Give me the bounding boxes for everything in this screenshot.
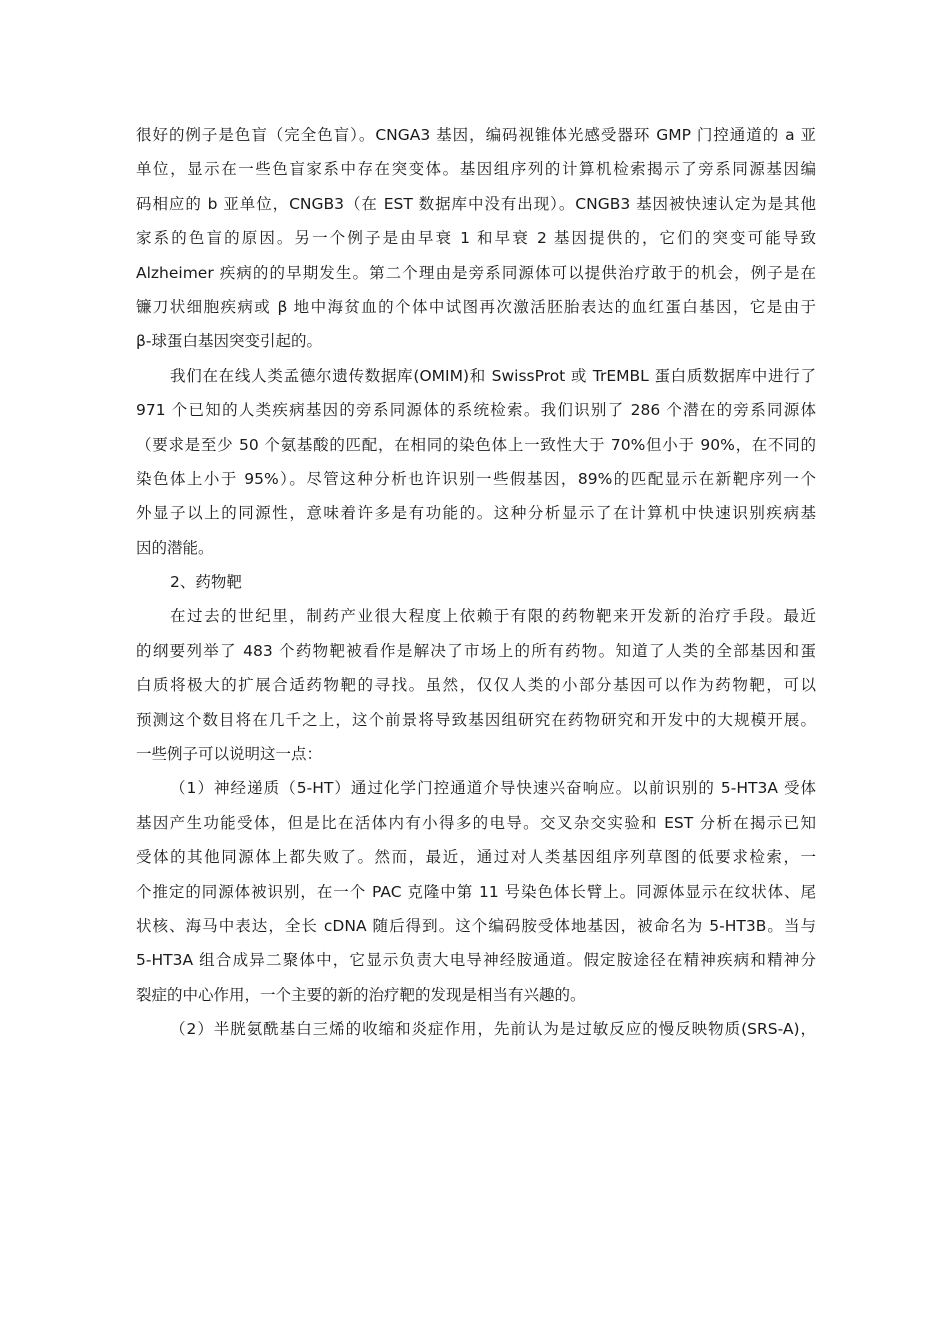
text-line: 外显子以上的同源性，意味着许多是有功能的。这种分析显示了在计算机中快速识别疾病基 xyxy=(136,504,816,523)
text-line: 染色体上小于 95%）。尽管这种分析也许识别一些假基因，89%的匹配显示在新靶序列一个 xyxy=(136,469,816,488)
text-line: 家系的色盲的原因。另一个例子是由早衰 1 和早衰 2 基因提供的，它们的突变可能导致 xyxy=(136,229,816,248)
text-line: 2、药物靶 xyxy=(170,573,242,592)
text-line: β-球蛋白基因突变引起的。 xyxy=(136,332,322,351)
text-line: 镰刀状细胞疾病或 β 地中海贫血的个体中试图再次激活胚胎表达的血红蛋白基因，它是由于 xyxy=(136,297,816,316)
text-line: 单位，显示在一些色盲家系中存在突变体。基因组序列的计算机检索揭示了旁系同源基因编 xyxy=(136,160,816,179)
text-line: 码相应的 b 亚单位，CNGB3（在 EST 数据库中没有出现）。CNGB3 基因被快速认定为是其他 xyxy=(136,194,816,213)
text-line: 预测这个数目将在几千之上，这个前景将导致基因组研究在药物研究和开发中的大规模开展。 xyxy=(136,710,816,729)
text-line: 基因产生功能受体，但是比在活体内有小得多的电导。交叉杂交实验和 EST 分析在揭示已知 xyxy=(136,813,816,832)
text-line: 的纲要列举了 483 个药物靶被看作是解决了市场上的所有药物。知道了人类的全部基因和蛋 xyxy=(136,641,816,660)
text-line: 状核、海马中表达，全长 cDNA 随后得到。这个编码胺受体地基因，被命名为 5-HT3B。当与 xyxy=(136,916,816,935)
text-line: 因的潜能。 xyxy=(136,538,214,557)
document-body xyxy=(136,118,816,1047)
text-line: 一些例子可以说明这一点： xyxy=(136,745,323,764)
text-line: 971 个已知的人类疾病基因的旁系同源体的系统检索。我们识别了 286 个潜在的旁系同源体 xyxy=(136,401,816,420)
text-line: （1）神经递质（5-HT）通过化学门控通道介导快速兴奋响应。以前识别的 5-HT3A 受体 xyxy=(170,779,816,798)
text-line: 5-HT3A 组合成异二聚体中，它显示负责大电导神经胺通道。假定胺途径在精神疾病和精神分 xyxy=(136,951,816,970)
text-line: 很好的例子是色盲（完全色盲）。CNGA3 基因，编码视锥体光感受器环 GMP 门控通道的 a 亚 xyxy=(136,126,816,144)
text-line: 我们在在线人类孟德尔遗传数据库(OMIM)和 SwissProt 或 TrEMBL 蛋白质数据库中进行了 xyxy=(170,366,816,385)
text-line: 受体的其他同源体上都失败了。然而，最近，通过对人类基因组序列草图的低要求检索，一 xyxy=(136,848,816,867)
text-line: 在过去的世纪里，制药产业很大程度上依赖于有限的药物靶来开发新的治疗手段。最近 xyxy=(170,607,816,626)
text-line: 裂症的中心作用，一个主要的新的治疗靶的发现是相当有兴趣的。 xyxy=(136,985,586,1004)
text-line: （要求是至少 50 个氨基酸的匹配，在相同的染色体上一致性大于 70%但小于 90%，在不同的 xyxy=(136,435,816,454)
text-line: 个推定的同源体被识别，在一个 PAC 克隆中第 11 号染色体长臂上。同源体显示在纹状体、尾 xyxy=(136,882,816,901)
text-line: 白质将极大的扩展合适药物靶的寻找。虽然，仅仅人类的小部分基因可以作为药物靶，可以 xyxy=(136,676,816,695)
text-line: Alzheimer 疾病的的早期发生。第二个理由是旁系同源体可以提供治疗敢于的机会，例子是在 xyxy=(136,263,816,282)
text-line: （2）半胱氨酰基白三烯的收缩和炎症作用，先前认为是过敏反应的慢反映物质(SRS-A)， xyxy=(170,1020,816,1039)
